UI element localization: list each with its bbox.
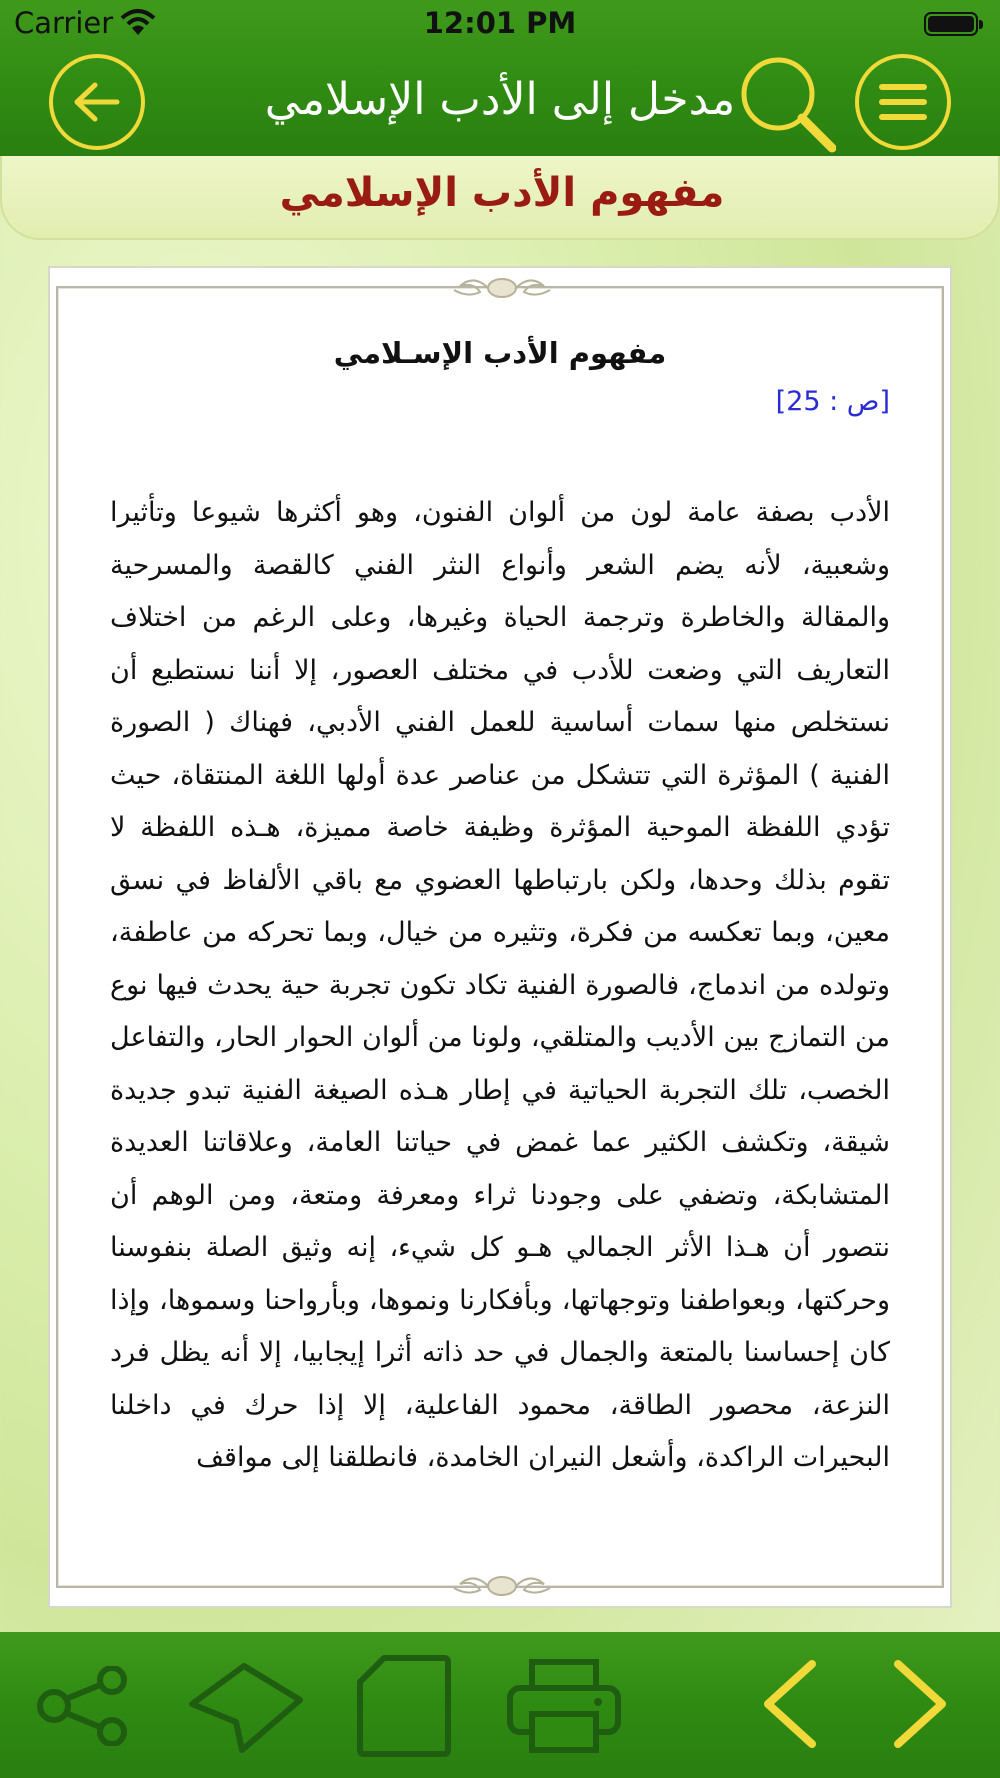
body-text: الأدب بصفة عامة لون من ألوان الفنون، وهو أكثرها شيوعا وتأثيرا وشعبية، لأنه يضم الشعر وأنواع النثر الفني كالقصة والمسرحية والمقالة والخاطرة وترجمة الحياة وغيرها، وعلى الرغم من اختلاف التعاريف التي وضعت للأدب في مختلف العصور، إلا أننا نستطيع أن نستخلص منها سمات أساسية للعمل الفني الأدبي، فهناك ( الصورة الفنية ) المؤثرة التي تتشكل من عناصر عدة أولها اللغة المنتقاة، حيث تؤدي اللفظة الموحية المؤثرة وظيفة خاصة مميزة، هـذه اللفظة لا تقوم بذلك وحدها، ولكن بارتباطها العضوي مع باقي الألفاظ في نسق معين، وبما تعكسه من فكرة، وتثيره من خيال، وبما تحركه من عاطفة، وتولده من اندماج، فالصورة الفنية تكاد تكون تجربة حية يحدث فيها نوع من التمازج بين الأديب والمتلقي، ولونا من ألوان الحوار الحار، والتفاعل الخصب، تلك التجربة الحياتية في إطار هـذه الصيغة الفنية تبدو جديدة شيقة، وتكشف الكثير عما غمض في حياتنا العامة، وعلاقاتنا العديدة المتشابكة، وتضفي على وجودنا ثراء ومعرفة ومتعة، ومن الوهم أن نتصور أن هـذا الأثر الجمالي هـو كل شيء، إنه وثيق الصلة بنفوسنا وحركتها، وبعواطفنا وتوجهاتها، وبأفكارنا ونموها، وبأرواحنا وسموها، وإذا كان إحساسنا بالمتعة والجمال في حد ذاته أثرا إيجابيا، إلا أنه يظل فرد النزعة، محصور الطاقة، محمود الفاعلية، إلا إذا حرك في داخلنا البحيرات الراكدة، وأشعل النيران الخامدة، فانطلقنا إلى مواقف [110, 497, 890, 1473]
menu-icon [877, 80, 929, 124]
bookmark-tag-icon[interactable] [186, 1660, 306, 1756]
printer-icon[interactable] [506, 1658, 622, 1754]
back-button[interactable] [49, 54, 145, 150]
carrier-label: Carrier [14, 6, 114, 40]
app-title: مدخل إلى الأدب الإسلامي [264, 74, 736, 125]
search-button[interactable] [736, 56, 836, 156]
top-navigation-bar [0, 0, 1000, 156]
status-bar [0, 0, 1000, 50]
book-page [48, 266, 952, 1608]
share-icon[interactable] [36, 1666, 132, 1746]
chapter-banner [0, 156, 1000, 240]
battery-icon [924, 12, 978, 36]
search-icon [736, 56, 836, 156]
menu-button[interactable] [855, 54, 951, 150]
bottom-ornament-icon [448, 1566, 556, 1606]
chevron-left-icon[interactable] [760, 1658, 820, 1750]
bottom-toolbar [0, 1632, 1000, 1778]
back-arrow-icon [69, 77, 125, 127]
page-content[interactable] [110, 328, 890, 1570]
document-title: مفهوم الأدب الإسـلامي [333, 336, 667, 370]
chapter-title: مفهوم الأدب الإسلامي [279, 170, 725, 216]
note-page-icon[interactable] [356, 1654, 452, 1758]
status-time: 12:01 PM [423, 6, 577, 40]
chevron-right-icon[interactable] [890, 1658, 950, 1750]
top-ornament-icon [448, 268, 556, 308]
page-reference: [ص : 25] [775, 386, 890, 417]
